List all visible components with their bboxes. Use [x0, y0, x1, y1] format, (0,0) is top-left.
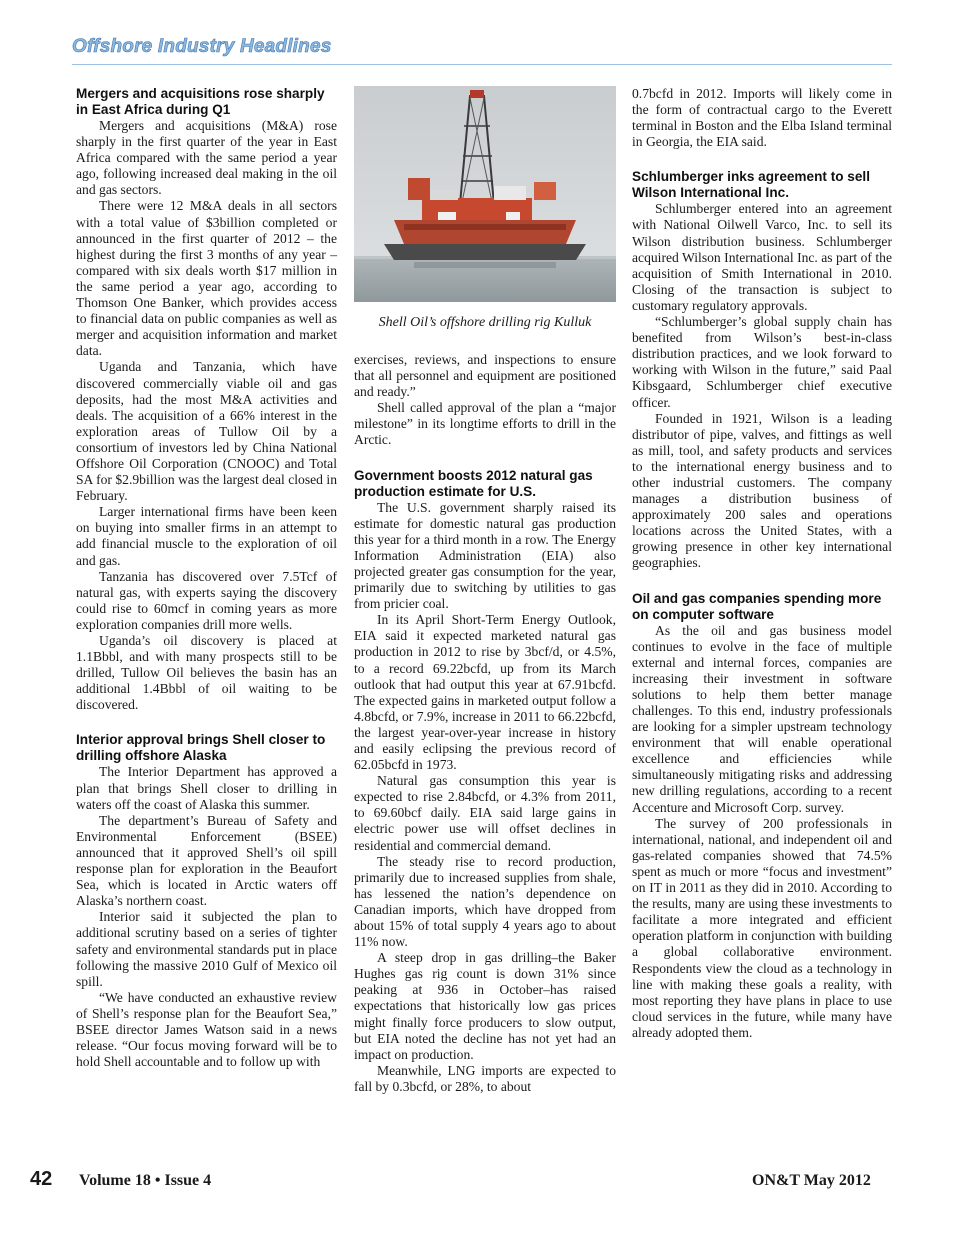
- drilling-rig-photo: [354, 86, 616, 302]
- article-paragraph: Interior said it subjected the plan to additional scrutiny based on a series of tighter safety and environmental standards put in place following the massive 2010 Gulf of Mexico oil spill.: [76, 909, 337, 989]
- article-paragraph: Shell called approval of the plan a “major milestone” in its longtime efforts to drill in the Arctic.: [354, 400, 616, 448]
- article-paragraph: The U.S. government sharply raised its estimate for domestic natural gas production this year for a third month in a row. The Energy Information Administration (EIA) also projected greater gas consumption for the year, primarily due to switching by utilities to gas from pricier coal.: [354, 499, 616, 612]
- article-paragraph: There were 12 M&A deals in all sectors with a total value of $3billion completed or announced in the first quarter of 2012 – the highest during the first 3 months of any year – compared with six deals worth $17 million in the same period a year ago, according to Thomson One Banker, which provides access to financial data on public companies as well as merger and acquisition information and market data.: [76, 198, 337, 359]
- page-number: 42: [30, 1168, 53, 1190]
- article-paragraph: A steep drop in gas drilling–the Baker Hughes gas rig count is down 31% since peaking at 936 in October–has raised expectations that historically low gas prices might finally force producers to slow output, but EIA noted the decline has not yet had an impact on production.: [354, 950, 616, 1062]
- column-2: [354, 352, 616, 1095]
- article-paragraph: “We have conducted an exhaustive review of Shell’s response plan for the Beaufort Sea,” BSEE director James Watson said in a news release. “Our focus moving forward will be to hold Shell accountable and to follow up with: [76, 989, 337, 1070]
- magazine-date: ON&T May 2012: [752, 1172, 871, 1189]
- headline-mergers: Mergers and acquisitions rose sharply in East Africa during Q1: [76, 86, 325, 117]
- article-paragraph: Meanwhile, LNG imports are expected to fall by 0.3bcfd, or 28%, to about: [354, 1062, 616, 1094]
- article-paragraph: Tanzania has discovered over 7.5Tcf of natural gas, with experts saying the discovery could rise to 60mcf in coming years as more exploration companies drill more wells.: [76, 568, 337, 632]
- article-paragraph: Larger international firms have been keen on buying into smaller firms in an attempt to add financial muscle to the exploration of oil and gas.: [76, 504, 337, 568]
- article-paragraph: The department’s Bureau of Safety and Environmental Enforcement (BSEE) announced that it approved Shell’s oil spill response plan for exploration in the Beaufort Sea, which is located in Arctic waters off Alaska’s northern coast.: [76, 812, 337, 909]
- article-paragraph: Natural gas consumption this year is expected to rise 2.84bcfd, or 4.3% from 2011, to 69.60bcf daily. EIA said large gains in electric power use will offset declines in residential and commercial demand.: [354, 773, 616, 853]
- drilling-rig-illustration: [354, 86, 616, 302]
- section-title: Offshore Industry Headlines: [72, 36, 332, 57]
- article-paragraph: The steady rise to record production, primarily due to increased supplies from shale, has lessened the nation’s dependence on Canadian imports, which have dropped from about 15% of total supply 4 years ago to about 11% now.: [354, 853, 616, 950]
- headline-software: Oil and gas companies spending more on computer software: [632, 590, 882, 622]
- article-paragraph: “Schlumberger’s global supply chain has benefited from Wilson’s best-in-class distribution practices, and we look forward to working with Wilson in the future,” said Paal Kibsgaard, Schlumberger chief executive officer.: [632, 314, 892, 410]
- header-rule: [72, 64, 892, 65]
- headline-shell-alaska: Interior approval brings Shell closer to drilling offshore Alaska: [76, 732, 326, 764]
- article-paragraph: exercises, reviews, and inspections to ensure that all personnel and equipment are positioned and ready.”: [354, 352, 616, 400]
- volume-issue: Volume 18 • Issue 4: [79, 1172, 212, 1189]
- article-paragraph: Mergers and acquisitions (M&A) rose sharply in the first quarter of the year in East Africa compared with the same period a year ago, following increased deal making in the oil and gas sectors.: [76, 118, 337, 198]
- column-1: [76, 86, 337, 1070]
- article-paragraph: The Interior Department has approved a plan that brings Shell closer to drilling in waters off the coast of Alaska this summer.: [76, 764, 337, 812]
- column-3: [632, 86, 892, 1041]
- headline-schlumberger: Schlumberger inks agreement to sell Wilson International Inc.: [632, 169, 870, 201]
- article-paragraph: 0.7bcfd in 2012. Imports will likely come in the form of contractual cargo to the Everett terminal in Boston and the Elba Island terminal in Georgia, the EIA said.: [632, 86, 892, 150]
- article-paragraph: Founded in 1921, Wilson is a leading distributor of pipe, valves, and fittings as well as mill, tool, and safety products and services to the international energy business and to other industrial customers. The company manages a distribution business of approximately 200 sales and operations locations across the United States, with a growing presence in other key international geographies.: [632, 410, 892, 571]
- article-paragraph: Uganda’s oil discovery is placed at 1.1Bbbl, and with many prospects still to be drilled, Tullow Oil believes the basin has an additional 1.4Bbbl of oil waiting to be discovered.: [76, 633, 337, 713]
- photo-caption: Shell Oil’s offshore drilling rig Kulluk: [378, 315, 592, 330]
- headline-gas-estimate: Government boosts 2012 natural gas production estimate for U.S.: [354, 467, 593, 499]
- article-paragraph: In its April Short-Term Energy Outlook, EIA said it expected marketed natural gas production in 2012 to rise by 3bcf/d, or 4.5%, to a record 69.22bcfd, up from its March outlook that had output this year at 67.91bcfd. The expected gains in marketed output follow a 4.8bcfd, or 7.9%, increase in 2011 to 66.22bcfd, the largest year-over-year increase in history and easily eclipsing the previous record of 62.05bcfd in 1973.: [354, 612, 616, 773]
- article-paragraph: As the oil and gas business model continues to evolve in the face of multiple external and internal forces, companies are increasing their investment in software solutions to help them better manage challenges. To this end, industry professionals are looking for a simpler upstream technology environment that will enable operational excellence and efficiencies while simultaneously mitigating risks and addressing new drilling regulations, according to a recent Accenture and Microsoft Corp. survey.: [632, 622, 892, 815]
- article-paragraph: Schlumberger entered into an agreement with National Oilwell Varco, Inc. to sell its Wilson distribution business. Schlumberger acquired Wilson International Inc. as part of the acquisition of Smith International in 2010. Closing of the transaction is subject to customary regulatory approvals.: [632, 201, 892, 313]
- article-paragraph: Uganda and Tanzania, which have discovered commercially viable oil and gas deposits, had the most M&A activities and deals. The acquisition of a 66% interest in the exploration areas of Tullow Oil by a consortium of investors led by China National Offshore Oil Corporation (CNOOC) and Total SA for $2.9billion was the largest deal closed in February.: [76, 359, 337, 504]
- article-paragraph: The survey of 200 professionals in international, national, and independent oil and gas-related companies showed that 74.5% spent as much or more “focus and investment” on IT in 2011 as they did in 2010. According to the results, many are using these investments to facilitate a more integrated and efficient operation platform in conjunction with building a global collaborative environment. Respondents view the cloud as a technology in line with making these goals a reality, with most reporting they have plans in place to use cloud services in the future, while many have already adopted them.: [632, 815, 892, 1040]
